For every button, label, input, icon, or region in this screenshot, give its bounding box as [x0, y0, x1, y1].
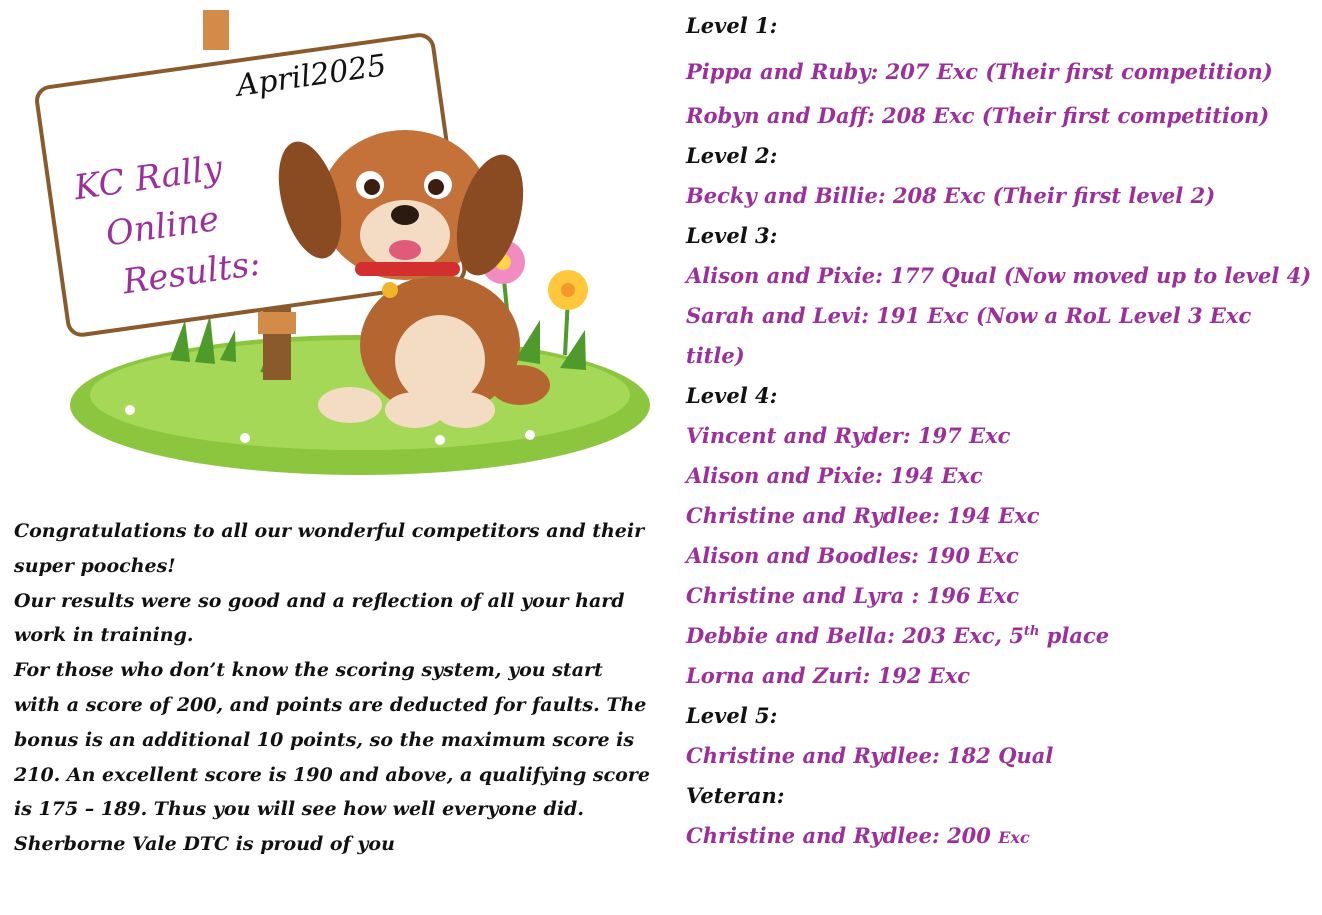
- intro-scoring: For those who don’t know the scoring system, you start with a score of 200, and points are deducted for faults. The bonus is an additional 10 points, so the maximum score is 210. An excellent score is 190 and above, a qualifying score is 175 – 189. Thus you will see how well everyone did. Sherborne Vale DTC is proud of you: [14, 659, 650, 856]
- result-entry-debbie: [686, 616, 1316, 656]
- sign-line-2: Online: [103, 198, 222, 255]
- result-entry: Robyn and Daff: 208 Exc (Their first competition): [686, 103, 1270, 128]
- intro-congrats: Congratulations to all our wonderful competitors and their super pooches!: [14, 520, 645, 577]
- results-list: [686, 6, 1316, 858]
- result-entry-veteran: [686, 816, 1316, 858]
- result-entry: Christine and Rydlee: 194 Exc: [686, 503, 1040, 528]
- illustration: [20, 0, 660, 490]
- sign-line-1: KC Rally: [71, 147, 225, 209]
- post-rope-bottom: [258, 312, 296, 334]
- level-1-heading: Level 1:: [686, 13, 778, 38]
- debbie-sup: th: [1023, 624, 1040, 639]
- post-top: [203, 10, 229, 50]
- sign-date: April2025: [234, 48, 389, 104]
- intro-results: Our results were so good and a reflection of all your hard work in training.: [14, 589, 625, 647]
- level-5-heading: Level 5:: [686, 703, 778, 728]
- veteran-small: Exc: [998, 828, 1030, 847]
- level-3-heading: Level 3:: [686, 223, 778, 248]
- level-4-heading: Level 4:: [686, 383, 778, 408]
- result-entry: Becky and Billie: 208 Exc (Their first level 2): [686, 183, 1216, 208]
- result-entry: Pippa and Ruby: 207 Exc (Their first competition): [686, 59, 1273, 84]
- result-entry: Alison and Boodles: 190 Exc: [686, 543, 1019, 568]
- debbie-tail: place: [1039, 623, 1110, 648]
- veteran-main: Christine and Rydlee: 200: [686, 823, 999, 848]
- result-entry: Alison and Pixie: 194 Exc: [686, 463, 983, 488]
- veteran-heading: Veteran:: [686, 783, 785, 808]
- result-entry: Lorna and Zuri: 192 Exc: [686, 663, 971, 688]
- result-entry: Christine and Lyra : 196 Exc: [686, 583, 1020, 608]
- intro-text: [14, 514, 654, 862]
- sign-line-3: Results:: [120, 243, 264, 303]
- result-entry: Vincent and Ryder: 197 Exc: [686, 423, 1011, 448]
- level-2-heading: Level 2:: [686, 143, 778, 168]
- result-entry: Sarah and Levi: 191 Exc (Now a RoL Level 3 Exc title): [686, 303, 1252, 368]
- debbie-main: Debbie and Bella: 203 Exc, 5: [686, 623, 1024, 648]
- result-entry: Christine and Rydlee: 182 Qual: [686, 743, 1054, 768]
- result-entry: Alison and Pixie: 177 Qual (Now moved up to level 4): [686, 263, 1312, 288]
